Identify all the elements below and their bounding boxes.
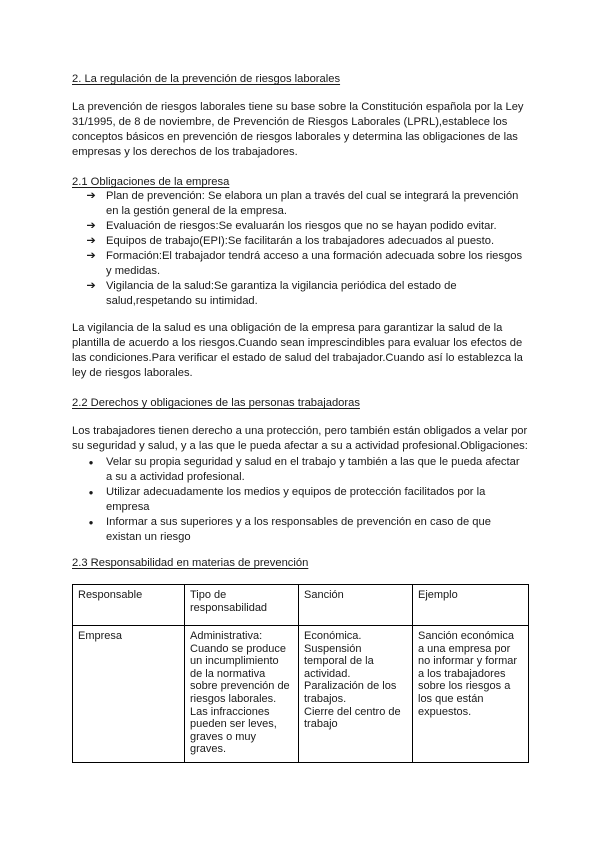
- table-header-row: [73, 585, 529, 626]
- list-item: ➔ Formación:El trabajador tendrá acceso a una formación adecuada sobre los riesgos y medidas.: [80, 249, 528, 279]
- table-header-cell: Ejemplo: [413, 585, 529, 626]
- responsibility-table: [72, 584, 529, 763]
- bullet-icon: ●: [88, 458, 94, 467]
- sancion-line: Paralización de los trabajos.: [304, 680, 397, 705]
- table-header-cell: Responsable: [73, 585, 185, 626]
- sancion-line: Económica.: [304, 630, 362, 642]
- section-2-1-heading: 2.1 Obligaciones de la empresa: [72, 176, 230, 188]
- section-2-heading: 2. La regulación de la prevención de riesgos laborales: [72, 73, 341, 85]
- ejemplo-cell: Sanción económica a una empresa por no informar y formar a los trabajadores sobre los riesgos a los que están expuestos.: [413, 626, 529, 763]
- arrow-icon: ➔: [86, 220, 96, 232]
- worker-obligations-list: [80, 455, 528, 545]
- list-item: ● Utilizar adecuadamente los medios y equipos de protección facilitados por la empresa: [80, 485, 528, 515]
- obligations-list: [80, 189, 528, 309]
- sancion-line: Cierre del centro de trabajo: [304, 705, 401, 731]
- list-item: ➔ Plan de prevención: Se elabora un plan a través del cual se integrará la prevención en la gestión general de la empresa.: [80, 189, 528, 219]
- table-row: [73, 626, 529, 763]
- list-item: ● Velar su propia seguridad y salud en el trabajo y también a las que le pueda afectar a su a actividad profesional.: [80, 455, 528, 485]
- sancion-cell: [299, 626, 413, 763]
- arrow-icon: ➔: [86, 235, 96, 247]
- arrow-icon: ➔: [86, 250, 96, 262]
- sancion-line: Suspensión temporal de la actividad.: [304, 642, 374, 680]
- section-2-paragraph: La prevención de riesgos laborales tiene su base sobre la Constitución española por la Ley 31/1995, de 8 de noviembre, de Prevención de Riesgos Laborales (LPRL),establece los conceptos básicos en prevención de riesgos laborales y determina las obligaciones de las empresas y los derechos de los trabajadores.: [72, 101, 524, 158]
- section-2-2-heading: 2.2 Derechos y obligaciones de las personas trabajadoras: [72, 397, 360, 409]
- list-item: ➔ Evaluación de riesgos:Se evaluarán los riesgos que no se hayan podido evitar.: [80, 219, 528, 234]
- table-header-cell: Sanción: [299, 585, 413, 626]
- rights-paragraph: Los trabajadores tienen derecho a una protección, pero también están obligados a velar por su seguridad y salud, y a las que le pueda afectar a su a actividad profesional.Obligaciones:: [72, 425, 528, 452]
- bullet-icon: ●: [88, 488, 94, 497]
- arrow-icon: ➔: [86, 190, 96, 202]
- section-2-3-heading: 2.3 Responsabilidad en materias de prevención: [72, 557, 309, 569]
- tipo-cell: Administrativa: Cuando se produce un incumplimiento de la normativa sobre prevención de riesgos laborales. Las infracciones pueden ser leves, graves o muy graves.: [185, 626, 299, 763]
- list-item: ● Informar a sus superiores y a los responsables de prevención en caso de que existan un riesgo: [80, 515, 528, 545]
- table-header-cell: Tipo de responsabilidad: [185, 585, 299, 626]
- list-item: ➔ Equipos de trabajo(EPI):Se facilitarán a los trabajadores adecuados al puesto.: [80, 234, 528, 249]
- responsable-cell: Empresa: [73, 626, 185, 763]
- arrow-icon: ➔: [86, 280, 96, 292]
- bullet-icon: ●: [88, 518, 94, 527]
- health-surveillance-paragraph: La vigilancia de la salud es una obligación de la empresa para garantizar la salud de la plantilla de acuerdo a los riesgos.Cuando sean imprescindibles para evaluar los efectos de las condiciones.Para verificar el estado de salud del trabajador.Cuando así lo establezca la ley de riesgos laborales.: [72, 322, 523, 379]
- list-item: ➔ Vigilancia de la salud:Se garantiza la vigilancia periódica del estado de salud,respetando su intimidad.: [80, 279, 528, 309]
